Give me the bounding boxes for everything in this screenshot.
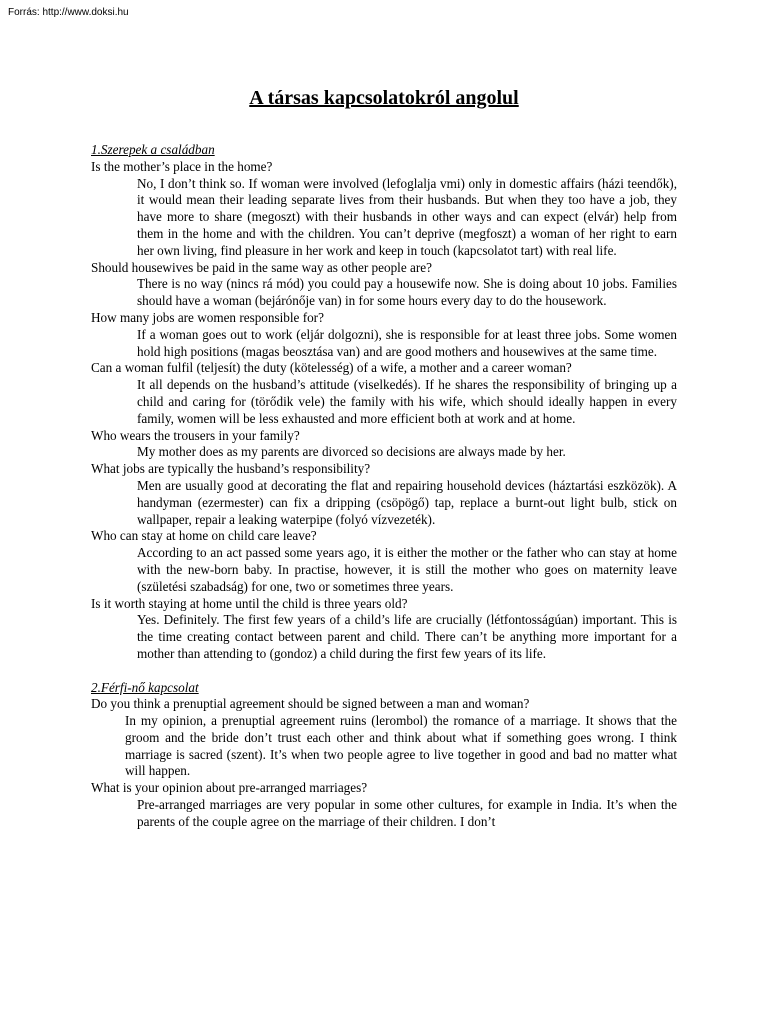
answer: No, I don’t think so. If woman were involved (lefoglalja vmi) only in domestic affairs (házi teendők), it would mean their leading separate lives from their husbands. But when they too have a job, they have more to share (megoszt) with their husbands in other ways and can expect (elvár) help from them in the home and with the children. You can’t deprive (megfoszt) a woman of her right to earn her own living, find pleasure in her work and keep in touch (kapcsolatot tart) with real life.	[137, 175, 677, 258]
question: Who wears the trousers in your family?	[91, 427, 300, 443]
question: Is the mother’s place in the home?	[91, 158, 273, 174]
question: Who can stay at home on child care leave?	[91, 528, 317, 544]
answer: My mother does as my parents are divorced so decisions are always made by her.	[137, 444, 566, 460]
question: How many jobs are women responsible for?	[91, 309, 324, 325]
document-title: A társas kapcsolatokról angolul	[249, 87, 519, 109]
question: What jobs are typically the husband’s responsibility?	[91, 461, 371, 477]
document-body	[91, 142, 677, 831]
answer: Pre-arranged marriages are very popular in some other cultures, for example in India. It’s when the parents of the couple agree on the marriage of their children. I don’t	[137, 797, 677, 829]
answer: In my opinion, a prenuptial agreement ruins (lerombol) the romance of a marriage. It shows that the groom and the bride don’t trust each other and think about what if something goes wrong. I think marriage is sacred (szent). It’s when two people agree to live together in good and bad no matter what will happen.	[125, 713, 677, 779]
question: What is your opinion about pre-arranged marriages?	[91, 780, 368, 796]
question: Can a woman fulfil (teljesít) the duty (kötelesség) of a wife, a mother and a career woman?	[91, 360, 572, 376]
answer: Men are usually good at decorating the flat and repairing household devices (háztartási eszközök). A handyman (ezermester) can fix a dripping (csöpögő) tap, replace a burnt-out light bulb, stick on wallpaper, repair a leaking waterpipe (folyó vízvezeték).	[137, 477, 677, 527]
section-heading: 1.Szerepek a családban	[91, 142, 215, 157]
answer: According to an act passed some years ago, it is either the mother or the father who can stay at home with the new-born baby. In practise, however, it is still the mother who goes on maternity leave (születési szabadság) for one, two or sometimes three years.	[137, 545, 677, 594]
section-heading: 2.Férfi-nő kapcsolat	[91, 679, 199, 695]
answer: Yes. Definitely. The first few years of a child’s life are crucially (létfontosságúan) important. This is the time creating contact between parent and child. There can’t be anything more important for a mother than attending to (gondoz) a child during the first few years of its life.	[137, 612, 677, 661]
section-man-woman-relationship	[91, 680, 677, 831]
question: Should housewives be paid in the same way as other people are?	[91, 259, 432, 275]
question: Is it worth staying at home until the child is three years old?	[91, 595, 408, 611]
answer: If a woman goes out to work (eljár dolgozni), she is responsible for at least three jobs. Some women hold high positions (magas beosztása van) and are good mothers and housewives at the same time.	[137, 326, 677, 359]
question: Do you think a prenuptial agreement should be signed between a man and woman?	[91, 696, 530, 712]
source-note: Forrás: http://www.doksi.hu	[8, 7, 129, 18]
answer: There is no way (nincs rá mód) you could pay a housewife now. She is doing about 10 jobs. Families should have a woman (bejárónője van) in for some hours every day to do the housework.	[137, 276, 677, 309]
section-family-roles	[91, 142, 677, 663]
answer: It all depends on the husband’s attitude (viselkedés). If he shares the responsibility of bringing up a child and caring for (törődik vele) the family with his wife, which should ideally happen in every family, women will be less exhausted and more efficient both at work and at home.	[137, 377, 677, 426]
